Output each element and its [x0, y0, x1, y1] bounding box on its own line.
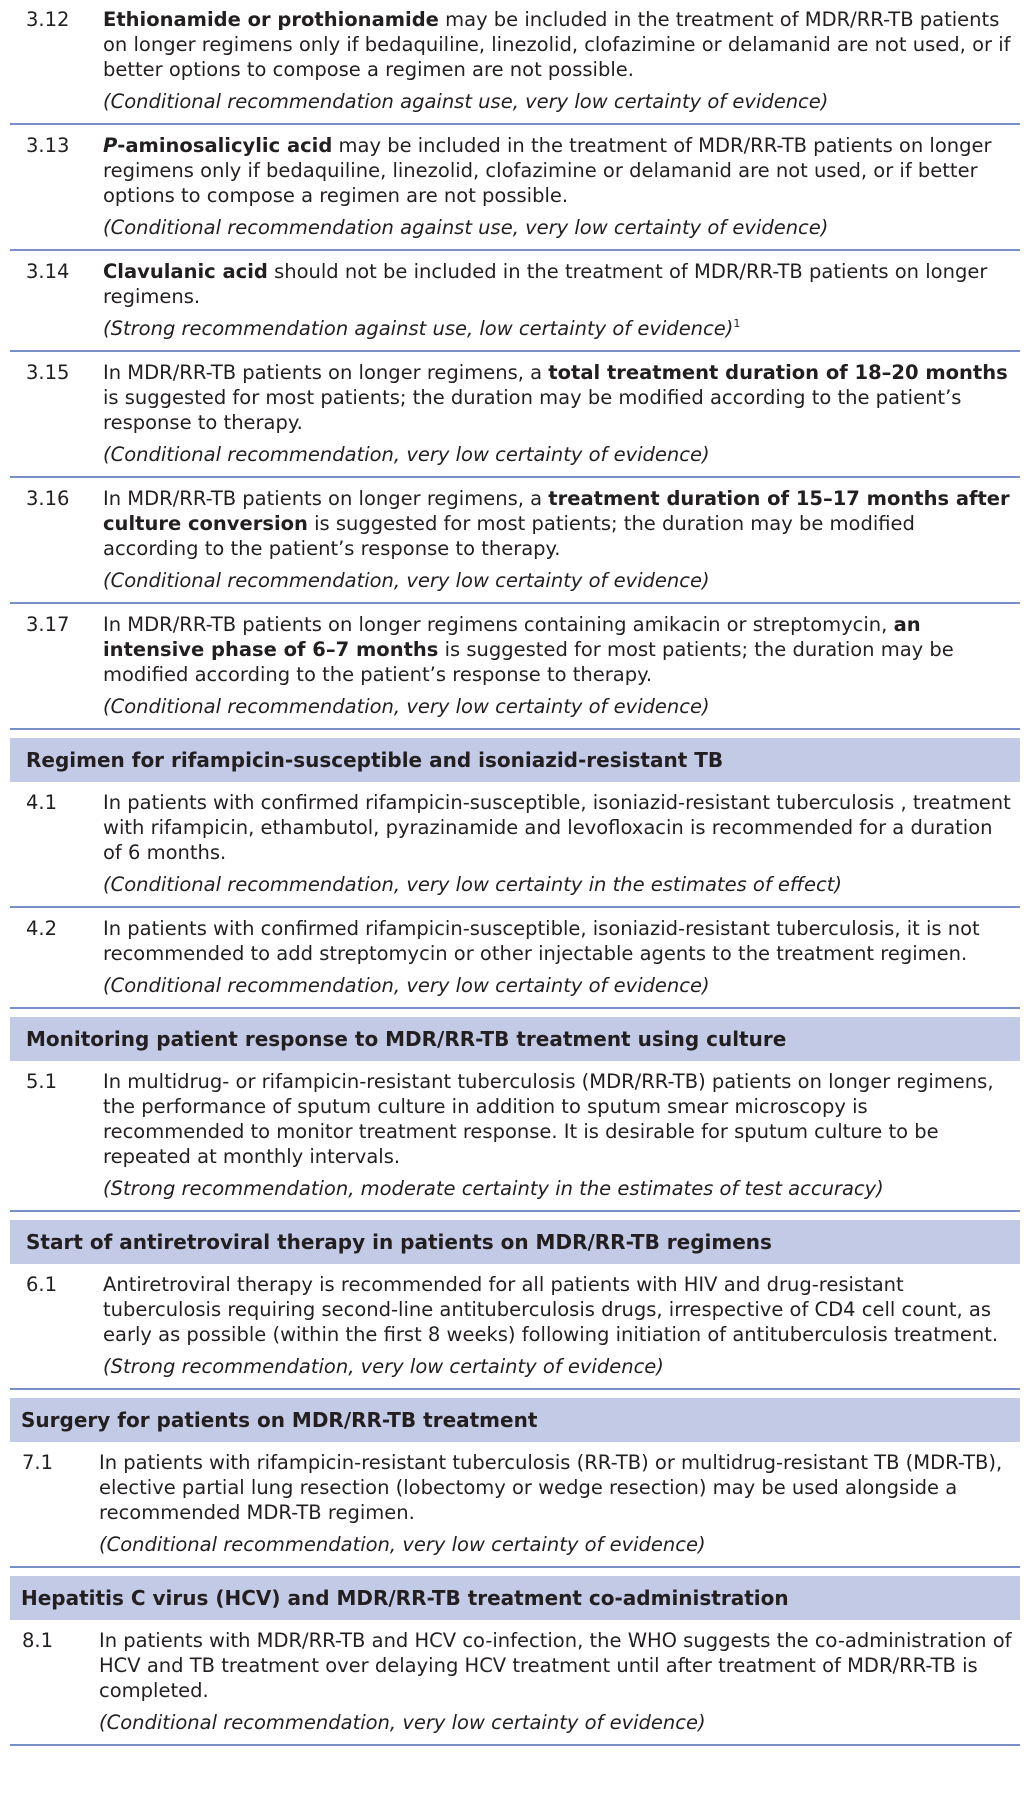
recommendation-grade: (Conditional recommendation against use, very low certainty of evidence): [103, 90, 829, 113]
recommendation-row: [10, 352, 1020, 478]
recommendation-row: [10, 1442, 1020, 1568]
recommendation-body: In MDR/RR-TB patients on longer regimens containing amikacin or streptomycin,: [103, 613, 894, 636]
recommendation-text: In multidrug- or rifampicin-resistant tuberculosis (MDR/RR-TB) patients on longer regimens, the performance of sputum culture in addition to sputum smear microscopy is recommended to monitor treatment response. It is desirable for sputum culture to be repeated at monthly intervals.: [103, 1070, 994, 1168]
recommendation-text: In patients with MDR/RR-TB and HCV co-infection, the WHO suggests the co-administration of HCV and TB treatment over delaying HCV treatment until after treatment of MDR/RR-TB is completed.: [99, 1629, 1012, 1702]
recommendation-grade: (Strong recommendation, moderate certainty in the estimates of test accuracy): [103, 1177, 884, 1200]
recommendation-text: [103, 259, 1012, 309]
recommendation-grade: (Conditional recommendation against use, very low certainty of evidence): [103, 216, 829, 239]
recommendation-body: is suggested for most patients; the duration may be modified according to the patient’s response to therapy.: [103, 512, 915, 560]
recommendation-row: [10, 1620, 1020, 1746]
section-header-surgery: Surgery for patients on MDR/RR-TB treatment: [10, 1398, 1020, 1442]
recommendation-number: 3.16: [26, 487, 70, 510]
section-header-antiretroviral: Start of antiretroviral therapy in patients on MDR/RR-TB regimens: [10, 1220, 1020, 1264]
recommendation-body: In MDR/RR-TB patients on longer regimens, a: [103, 487, 549, 510]
recommendation-number: 3.15: [26, 361, 70, 384]
recommendation-body: is suggested for most patients; the duration may be modified according to the patient’s response to therapy.: [103, 638, 954, 686]
recommendation-row: [10, 125, 1020, 251]
recommendation-number: 3.12: [26, 8, 70, 31]
recommendation-text: [103, 7, 1012, 82]
recommendation-row: [10, 0, 1020, 125]
recommendation-number: 4.2: [26, 917, 58, 940]
recommendation-number: 8.1: [22, 1629, 54, 1652]
footnote-marker: 1: [733, 317, 741, 330]
recommendation-text: In patients with rifampicin-resistant tuberculosis (RR-TB) or multidrug-resistant TB (MDR-TB), elective partial lung resection (lobectomy or wedge resection) may be used alongside a recommended MDR-TB regimen.: [99, 1451, 1003, 1524]
recommendation-row: [10, 604, 1020, 730]
recommendation-number: 3.17: [26, 613, 70, 636]
recommendation-row: [10, 908, 1020, 1009]
recommendation-highlight: an intensive phase of 6–7 months: [103, 613, 921, 661]
recommendation-text: In patients with confirmed rifampicin-susceptible, isoniazid-resistant tuberculosis , treatment with rifampicin, ethambutol, pyrazinamide and levofloxacin is recommended for a duration of 6 months.: [103, 791, 1011, 864]
recommendation-number: 4.1: [26, 791, 58, 814]
recommendation-body: may be included in the treatment of MDR/RR-TB patients on longer regimens only if bedaquiline, linezolid, clofazimine or delamanid are not used, or if better options to compose a regimen are not possible.: [103, 134, 992, 207]
recommendation-drug-name: Ethionamide or prothionamide: [103, 8, 439, 31]
recommendation-body: is suggested for most patients; the duration may be modified according to the patient’s response to therapy.: [103, 386, 962, 434]
recommendation-grade: (Conditional recommendation, very low certainty of evidence): [99, 1533, 706, 1556]
grade-text: (Strong recommendation against use, low certainty of evidence): [103, 317, 734, 340]
recommendation-row: [10, 478, 1020, 604]
recommendation-text: [103, 360, 1012, 435]
recommendation-grade: (Conditional recommendation, very low certainty of evidence): [99, 1711, 706, 1734]
recommendation-text: [103, 612, 1012, 687]
recommendation-text: [103, 486, 1012, 561]
recommendation-text: In patients with confirmed rifampicin-susceptible, isoniazid-resistant tuberculosis, it is not recommended to add streptomycin or other injectable agents to the treatment regimen.: [103, 917, 980, 965]
recommendations-table: [10, 0, 1020, 1746]
recommendation-number: 3.14: [26, 260, 70, 283]
recommendation-highlight: treatment duration of 15–17 months after culture conversion: [103, 487, 1010, 535]
recommendation-grade: (Conditional recommendation, very low certainty of evidence): [103, 695, 710, 718]
recommendation-text: [103, 133, 1012, 208]
recommendation-number: 3.13: [26, 134, 70, 157]
recommendation-grade: (Strong recommendation, very low certainty of evidence): [103, 1355, 664, 1378]
recommendation-text: Antiretroviral therapy is recommended for all patients with HIV and drug-resistant tuberculosis requiring second-line antituberculosis drugs, irrespective of CD4 cell count, as early as possible (within the first 8 weeks) following initiation of antituberculosis treatment.: [103, 1273, 999, 1346]
recommendation-row: [10, 782, 1020, 908]
recommendation-number: 7.1: [22, 1451, 54, 1474]
recommendation-body: In MDR/RR-TB patients on longer regimens, a: [103, 361, 549, 384]
recommendation-grade: (Conditional recommendation, very low certainty of evidence): [103, 569, 710, 592]
recommendation-grade: [103, 316, 1020, 341]
recommendation-grade: (Conditional recommendation, very low certainty of evidence): [103, 974, 710, 997]
recommendation-row: [10, 1061, 1020, 1212]
recommendation-body: may be included in the treatment of MDR/RR-TB patients on longer regimens only if bedaquiline, linezolid, clofazimine or delamanid are not used, or if better options to compose a regimen are not possible.: [103, 8, 1011, 81]
recommendation-body: should not be included in the treatment of MDR/RR-TB patients on longer regimens.: [103, 260, 988, 308]
recommendation-grade: (Conditional recommendation, very low certainty in the estimates of effect): [103, 873, 842, 896]
section-header-hepatitis-c: Hepatitis C virus (HCV) and MDR/RR-TB treatment co-administration: [10, 1576, 1020, 1620]
italic-prefix: P: [103, 134, 118, 157]
recommendation-number: 6.1: [26, 1273, 58, 1296]
recommendation-highlight: total treatment duration of 18–20 months: [548, 361, 1008, 384]
recommendation-row: [10, 251, 1020, 352]
recommendation-drug-name: P-aminosalicylic acid: [103, 134, 333, 157]
recommendation-grade: (Conditional recommendation, very low certainty of evidence): [103, 443, 710, 466]
section-header-rifampicin-susceptible: Regimen for rifampicin-susceptible and isoniazid-resistant TB: [10, 738, 1020, 782]
section-header-monitoring: Monitoring patient response to MDR/RR-TB treatment using culture: [10, 1017, 1020, 1061]
recommendation-drug-name: Clavulanic acid: [103, 260, 268, 283]
recommendation-row: [10, 1264, 1020, 1390]
recommendation-number: 5.1: [26, 1070, 58, 1093]
